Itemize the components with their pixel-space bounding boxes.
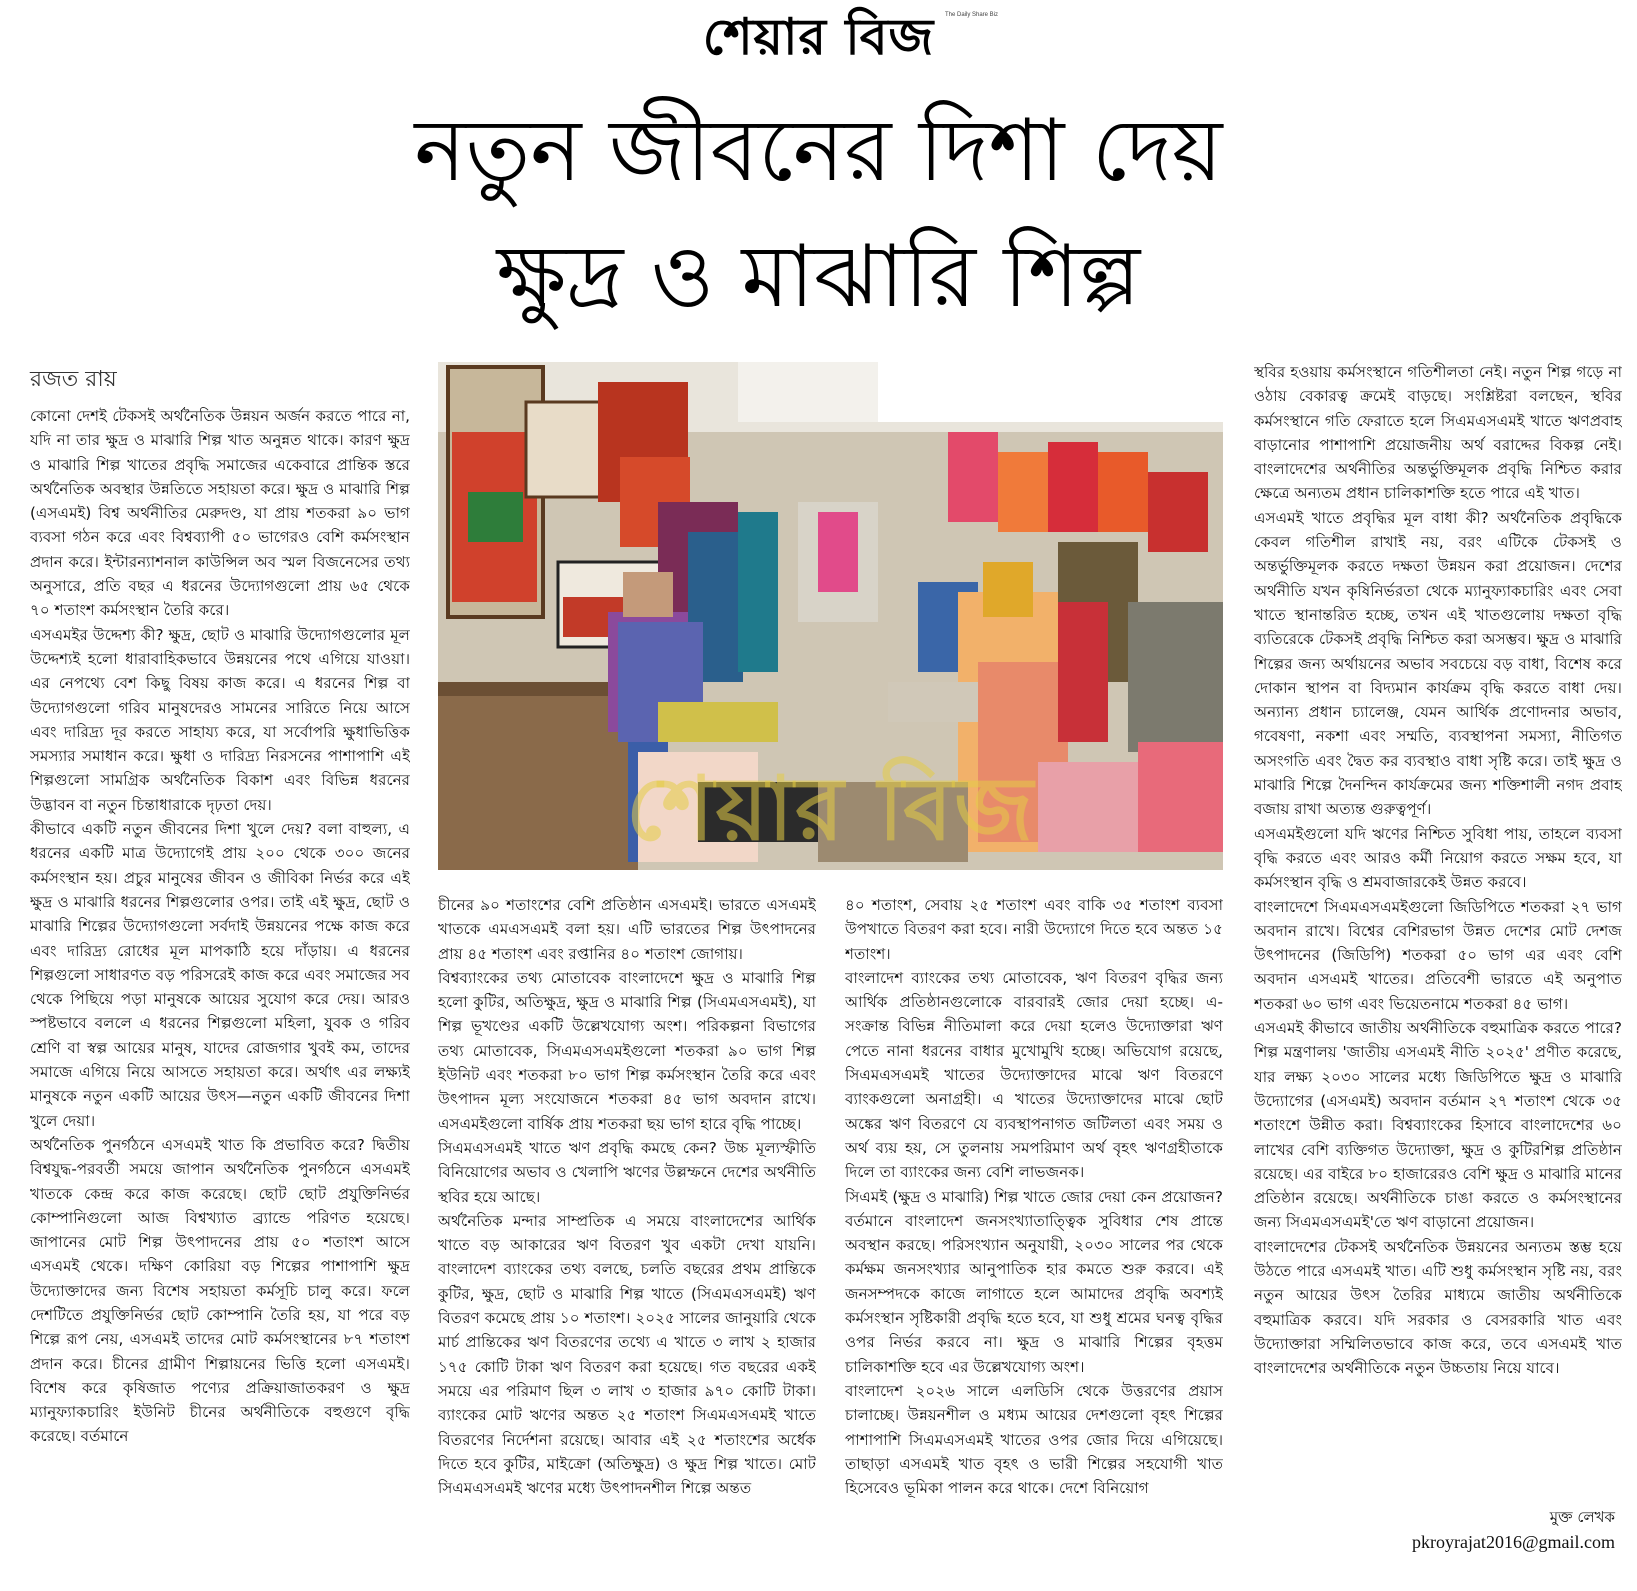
paragraph: কীভাবে একটি নতুন জীবনের দিশা খুলে দেয়? বলা বাহুল্য, এ ধরনের একটি মাত্র উদ্যোগেই প্রায় ২০০ থেকে ৩০০ জনের কর্মসংস্থান হয়। প্রচুর মানুষের জীবন ও জীবিকা নির্ভর করে এই ক্ষুদ্র ও মাঝারি ধরনের শিল্পগুলোর ওপর। তাই এই ক্ষুদ্র, ছোট ও মাঝারি শিল্পের উদ্যোগগুলো সর্বদাই উন্নয়নের পক্ষে কাজ করে এবং দারিদ্র্য রোধের মূল মাপকাঠি হয়ে দাঁড়ায়। এ ধরনের শিল্পগুলো সাধারণত বড় পরিসরেই কাজ করে এবং সমাজের সব থেকে পিছিয়ে পড়া মানুষকে আয়ের সুযোগ করে দেয়। আরও স্পষ্টভাবে বললে এ ধরনের শিল্পগুলো মহিলা, যুবক ও গরিব শ্রেণি বা স্বল্প আয়ের মানুষ, যাদের রোজগার খুবই কম, তাদের সমাজে এগিয়ে নিয়ে আসতে সহায়তা করে। অর্থাৎ এর লক্ষ্যই মানুষকে নতুন একটি আয়ের উৎস—নতুন একটি জীবনের দিশা খুলে দেয়া। — [30, 820, 410, 1130]
paragraph: বাংলাদেশ ব্যাংকের তথ্য মোতাবেক, ঋণ বিতরণ বৃদ্ধির জন্য আর্থিক প্রতিষ্ঠানগুলোকে বারবারই জোর দেয়া হচ্ছে। এ-সংক্রান্ত বিভিন্ন নীতিমালা করে দেয়া হলেও উদ্যোক্তারা ঋণ পেতে নানা ধরনের বাধার মুখোমুখি হচ্ছে। অভিযোগ রয়েছে, সিএমএসএমই খাতের উদ্যোক্তাদের মাঝে ঋণ বিতরণে ব্যাংকগুলো অনাগ্রহী। এ খাতের উদ্যোক্তাদের মাঝে ছোট অঙ্কের ঋণ বিতরণে যে ব্যবস্থাপনাগত জটিলতা এবং সময় ও অর্থ ব্যয় হয়, সে তুলনায় সমপরিমাণ অর্থ বৃহৎ ঋণগ্রহীতাকে দিলে তা ব্যাংকের জন্য বেশি লাভজনক। — [845, 968, 1223, 1182]
author-email[interactable]: pkroyrajat2016@gmail.com — [1411, 1532, 1615, 1552]
paragraph: স্থবির হওয়ায় কর্মসংস্থানে গতিশীলতা নেই। নতুন শিল্প গড়ে না ওঠায় বেকারত্ব ক্রমেই বাড়ছে। সংশ্লিষ্টরা বলছেন, স্থবির কর্মসংস্থানে গতি ফেরাতে হলে সিএমএসএমই খাতে ঋণপ্রবাহ বাড়ানোর পাশাপাশি প্রয়োজনীয় অর্থ বরাদ্দের বিকল্প নেই। বাংলাদেশের অর্থনীতির অন্তর্ভুক্তিমূলক প্রবৃদ্ধি নিশ্চিত করার ক্ষেত্রে অন্যতম প্রধান চালিকাশক্তি হতে পারে এই খাত। — [1254, 363, 1622, 503]
paragraph: বাংলাদেশে সিএমএসএমইগুলো জিডিপিতে শতকরা ২৭ ভাগ অবদান রাখে। বিশ্বের বেশিরভাগ উন্নত দেশের মোট দেশজ উৎপাদনের (জিডিপি) শতকরা ৫০ ভাগ এর এবং বেশি অবদান এসএমই খাতের। প্রতিবেশী ভারতে এই অনুপাত শতকরা ৬০ ভাগ এবং ভিয়েতনামে শতকরা ৪৫ ভাগ। — [1254, 897, 1622, 1013]
paragraph: অর্থনৈতিক মন্দার সাম্প্রতিক এ সময়ে বাংলাদেশের আর্থিক খাতে বড় আকারের ঋণ বিতরণ খুব একটা দেখা যায়নি। বাংলাদেশ ব্যাংকের তথ্য বলছে, চলতি বছরের প্রথম প্রান্তিকে কুটির, ক্ষুদ্র, ছোট ও মাঝারি শিল্প খাতে (সিএমএসএমই) ঋণ বিতরণ কমেছে প্রায় ১০ শতাংশ। ২০২৫ সালের জানুয়ারি থেকে মার্চ প্রান্তিকের ঋণ বিতরণের তথ্যে এ খাতে ৩ লাখ ২ হাজার ১৭৫ কোটি টাকা ঋণ বিতরণ করা হয়েছে। গত বছরের একই সময়ে এর পরিমাণ ছিল ৩ লাখ ৩ হাজার ৯৭০ কোটি টাকা। ব্যাংকের মোট ঋণের অন্তত ২৫ শতাংশ সিএমএসএমই খাতে বিতরণের নির্দেশনা রয়েছে। আবার এই ২৫ শতাংশের অর্ধেক দিতে হবে কুটির, মাইক্রো (অতিক্ষুদ্র) ও ক্ষুদ্র শিল্প খাতে। মোট সিএমএসএমই ঋণের মধ্যে উৎপাদনশীল শিল্পে অন্তত — [438, 1211, 816, 1498]
paragraph: কোনো দেশই টেকসই অর্থনৈতিক উন্নয়ন অর্জন করতে পারে না, যদি না তার ক্ষুদ্র ও মাঝারি শিল্প খাত অনুন্নত থাকে। কারণ ক্ষুদ্র ও মাঝারি শিল্প খাতের প্রবৃদ্ধি সমাজের একেবারে প্রান্তিক স্তরে অর্থনৈতিক অবস্থার উন্নতিতে সহায়তা করে। ক্ষুদ্র ও মাঝারি শিল্প (এসএমই) বিশ্ব অর্থনীতির মেরুদণ্ড, যা প্রায় শতকরা ৯০ ভাগ ব্যবসা গঠন করে এবং বিশ্বব্যাপী ৫০ ভাগেরও বেশি কর্মসংস্থান প্রদান করে। ইন্টারন্যাশনাল কাউন্সিল অব স্মল বিজনেসের তথ্য অনুসারে, প্রতি বছর এ ধরনের উদ্যোগগুলো প্রায় ৬৫ থেকে ৭০ শতাংশ কর্মসংস্থান তৈরি করে। — [30, 407, 410, 620]
byline: রজত রায় — [30, 367, 117, 392]
paragraph: এসএমই খাতে প্রবৃদ্ধির মূল বাধা কী? অর্থনৈতিক প্রবৃদ্ধিকে কেবল গতিশীল রাখাই নয়, বরং এটিকে টেকসই ও অন্তর্ভুক্তিমূলক করতে দক্ষতা উন্নয়ন করা প্রয়োজন। দেশের অর্থনীতি যখন কৃষিনির্ভরতা থেকে ম্যানুফ্যাকচারিং এবং সেবা খাতে স্থানান্তরিত হচ্ছে, তখন এই খাতগুলোয় দক্ষতা বৃদ্ধি ব্যতিরেকে টেকসই প্রবৃদ্ধি নিশ্চিত করা অসম্ভব। ক্ষুদ্র ও মাঝারি শিল্পের জন্য অর্থায়নের অভাব সবচেয়ে বড় বাধা, বিশেষ করে দোকান স্থাপন বা বিদ্যমান কার্যক্রম বৃদ্ধি করতে বাধা দেয়। অন্যান্য প্রধান চ্যালেঞ্জ, যেমন আর্থিক প্রণোদনার অভাব, গবেষণা, নকশা এবং সম্মতি, ব্যবস্থাপনা সমস্যা, নীতিগত অসংগতি এবং দ্বৈত কর ব্যবস্থাও বাধা সৃষ্টি করে। তাই ক্ষুদ্র ও মাঝারি শিল্পে দৈনন্দিন কার্যক্রমের জন্য শক্তিশালী নগদ প্রবাহ বজায় রাখা অত্যন্ত গুরুত্বপূর্ণ। — [1254, 508, 1622, 819]
masthead — [0, 4, 1637, 74]
paragraph: বাংলাদেশ ২০২৬ সালে এলডিসি থেকে উত্তরণের প্রয়াস চালাচ্ছে। উন্নয়নশীল ও মধ্যম আয়ের দেশগুলো বৃহৎ শিল্পের পাশাপাশি সিএমএসএমই খাতের ওপর জোর দিয়ে এগিয়েছে। তাছাড়া এসএমই খাত বৃহৎ ও ভারী শিল্পের সহযোগী খাত হিসেবেও ভূমিকা পালন করে থাকে। দেশে বিনিয়োগ — [845, 1381, 1223, 1498]
paragraph: সিএমএসএমই খাতে ঋণ প্রবৃদ্ধি কমছে কেন? উচ্চ মূল্যস্ফীতি বিনিয়োগের অভাব ও খেলাপি ঋণের উল্লম্ফনে দেশের অর্থনীতি স্থবির হয়ে আছে। — [438, 1138, 816, 1206]
author-signature — [1412, 1505, 1615, 1555]
paragraph: এসএমইগুলো যদি ঋণের নিশ্চিত সুবিধা পায়, তাহলে ব্যবসা বৃদ্ধি করতে এবং আরও কর্মী নিয়োগ করতে সক্ষম হবে, যা কর্মসংস্থান বৃদ্ধি ও শ্রমবাজারকেই উন্নত করবে। — [1254, 824, 1622, 892]
paragraph: বিশ্বব্যাংকের তথ্য মোতাবেক বাংলাদেশে ক্ষুদ্র ও মাঝারি শিল্প হলো কুটির, অতিক্ষুদ্র, ক্ষুদ্র ও মাঝারি শিল্প (সিএমএসএমই), যা শিল্প ভূখণ্ডের একটি উল্লেখযোগ্য অংশ। পরিকল্পনা বিভাগের তথ্য মোতাবেক, সিএমএসএমইগুলো শতকরা ৯০ ভাগ শিল্প ইউনিট এবং শতকরা ৮০ ভাগ শিল্প কর্মসংস্থান তৈরি করে এবং উৎপাদন মূল্য সংযোজনে শতকরা ৪৫ ভাগ অবদান রাখে। এসএমইগুলো বার্ষিক প্রায় শতকরা ছয় ভাগ হারে বৃদ্ধি পাচ্ছে। — [438, 968, 816, 1133]
paragraph: অর্থনৈতিক পুনর্গঠনে এসএমই খাত কি প্রভাবিত করে? দ্বিতীয় বিশ্বযুদ্ধ-পরবর্তী সময়ে জাপান অর্থনৈতিক পুনর্গঠনে এসএমই খাতকে কেন্দ্র করে কাজ করেছে। ছোট ছোট প্রযুক্তিনির্ভর কোম্পানিগুলো আজ বিশ্বখ্যাত ব্র্যান্ডে পরিণত হয়েছে। জাপানের মোট শিল্প উৎপাদনের প্রায় ৫০ শতাংশ আসে এসএমই থেকে। দক্ষিণ কোরিয়া বড় শিল্পের পাশাপাশি ক্ষুদ্র উদ্যোক্তাদের জন্য বিশেষ সহায়তা কর্মসূচি চালু করে। ফলে দেশটিতে প্রযুক্তিনির্ভর ছোট কোম্পানি তৈরি হয়, যা পরে বড় শিল্পে রূপ নেয়, এসএমই তাদের মোট কর্মসংস্থানের ৮৭ শতাংশ প্রদান করে। চীনের গ্রামীণ শিল্পায়নের ভিত্তি হলো এসএমই। বিশেষ করে কৃষিজাত পণ্যের প্রক্রিয়াজাতকরণ ও ক্ষুদ্র ম্যানুফ্যাকচারিং ইউনিট চীনের অর্থনীতিকে বহুগুণে বৃদ্ধি করেছে। বর্তমানে — [30, 1135, 410, 1446]
masthead-tagline: The Daily Share Biz — [945, 12, 999, 18]
article-column-3 — [845, 893, 1223, 1583]
article-column-1 — [30, 404, 410, 1574]
paragraph: ৪০ শতাংশ, সেবায় ২৫ শতাংশ এবং বাকি ৩৫ শতাংশ ব্যবসা উপখাতে বিতরণ করা হবে। নারী উদ্যোগে দিতে হবে অন্তত ১৫ শতাংশ। — [845, 896, 1223, 963]
paragraph: এসএমই কীভাবে জাতীয় অর্থনীতিকে বহুমাত্রিক করতে পারে? শিল্প মন্ত্রণালয় 'জাতীয় এসএমই নীতি ২০২৫' প্রণীত করেছে, যার লক্ষ্য ২০৩০ সালের মধ্যে জিডিপিতে ক্ষুদ্র ও মাঝারি উদ্যোগের (এসএমই) অবদান বর্তমান ২৭ শতাংশ থেকে ৩৫ শতাংশে উন্নীত করা। বিশ্বব্যাংকের হিসাবে বাংলাদেশের ৬০ লাখের বেশি ব্যক্তিগত উদ্যোক্তা, ক্ষুদ্র ও কুটিরশিল্প প্রতিষ্ঠান রয়েছে। এর বাইরে ৮০ হাজারেরও বেশি ক্ষুদ্র ও মাঝারি মানের প্রতিষ্ঠান রয়েছে। অর্থনীতিকে চাঙা করতে ও কর্মসংস্থানের জন্য সিএমএসএমই'তে ঋণ বাড়ানো প্রয়োজন। — [1254, 1019, 1622, 1232]
paragraph: চীনের ৯০ শতাংশের বেশি প্রতিষ্ঠান এসএমই। ভারতে এসএমই খাতকে এমএসএমই বলা হয়। এটি ভারতের শিল্প উৎপাদনের প্রায় ৪৫ শতাংশ এবং রপ্তানির ৪০ শতাংশ জোগায়। — [438, 896, 816, 963]
article-column-4 — [1254, 360, 1622, 1490]
headline-line-1: নতুন জীবনের দিশা দেয় — [414, 101, 1223, 201]
article-column-2 — [438, 893, 816, 1583]
photo-watermark: শেয়ার বিজ — [625, 757, 1036, 860]
paragraph: সিএমই (ক্ষুদ্র ও মাঝারি) শিল্প খাতে জোর দেয়া কেন প্রয়োজন? বর্তমানে বাংলাদেশ জনসংখ্যাতাত্ত্বিক সুবিধার শেষ প্রান্তে অবস্থান করছে। পরিসংখ্যান অনুযায়ী, ২০৩০ সালের পর থেকে কর্মক্ষম জনসংখ্যার আনুপাতিক হার কমতে শুরু করবে। এই জনসম্পদকে কাজে লাগাতে হলে আমাদের প্রবৃদ্ধি অবশ্যই কর্মসংস্থান সৃষ্টিকারী প্রবৃদ্ধি হতে হবে, যা শুধু শ্রমের ঘনত্ব বৃদ্ধির ওপর নির্ভর করবে না। ক্ষুদ্র ও মাঝারি শিল্পের বৃহত্তম চালিকাশক্তি হবে এর উল্লেখযোগ্য অংশ। — [845, 1187, 1223, 1376]
paragraph: এসএমইর উদ্দেশ্য কী? ক্ষুদ্র, ছোট ও মাঝারি উদ্যোগগুলোর মূল উদ্দেশ্যই হলো ধারাবাহিকভাবে উন্নয়নের পথে এগিয়ে যাওয়া। এর নেপথ্যে বেশ কিছু বিষয় কাজ করে। এ ধরনের শিল্প বা উদ্যোগগুলো গরিব মানুষদেরও সামনের সারিতে নিয়ে আসে এবং দারিদ্র্য দূর করতে সাহায্য করে, যা সর্বোপরি ক্ষুধাভিত্তিক সমস্যার সমাধান করে। ক্ষুধা ও দারিদ্র্য নিরসনের পাশাপাশি এই শিল্পগুলো সামগ্রিক অর্থনৈতিক বিকাশ এবং বিভিন্ন ধরনের উদ্ভাবন বা নতুন চিন্তাধারাকে দৃঢ়তা দেয়। — [30, 625, 410, 814]
masthead-logo: শেয়ার বিজ — [702, 8, 935, 66]
author-role: মুক্ত লেখক — [1549, 1508, 1615, 1526]
article-photo — [438, 362, 1223, 870]
headline-line-2: ক্ষুদ্র ও মাঝারি শিল্প — [496, 227, 1141, 327]
paragraph: বাংলাদেশের টেকসই অর্থনৈতিক উন্নয়নের অন্যতম স্তম্ভ হয়ে উঠতে পারে এসএমই খাত। এটি শুধু কর্মসংস্থান সৃষ্টি নয়, বরং নতুন আয়ের উৎস তৈরির মাধ্যমে জাতীয় অর্থনীতিকে বহুমাত্রিক করবে। যদি সরকার ও বেসরকারি খাত এবং উদ্যোক্তারা সম্মিলিতভাবে কাজ করে, তবে এসএমই খাত বাংলাদেশের অর্থনীতিকে নতুন উচ্চতায় নিয়ে যাবে। — [1254, 1237, 1622, 1378]
